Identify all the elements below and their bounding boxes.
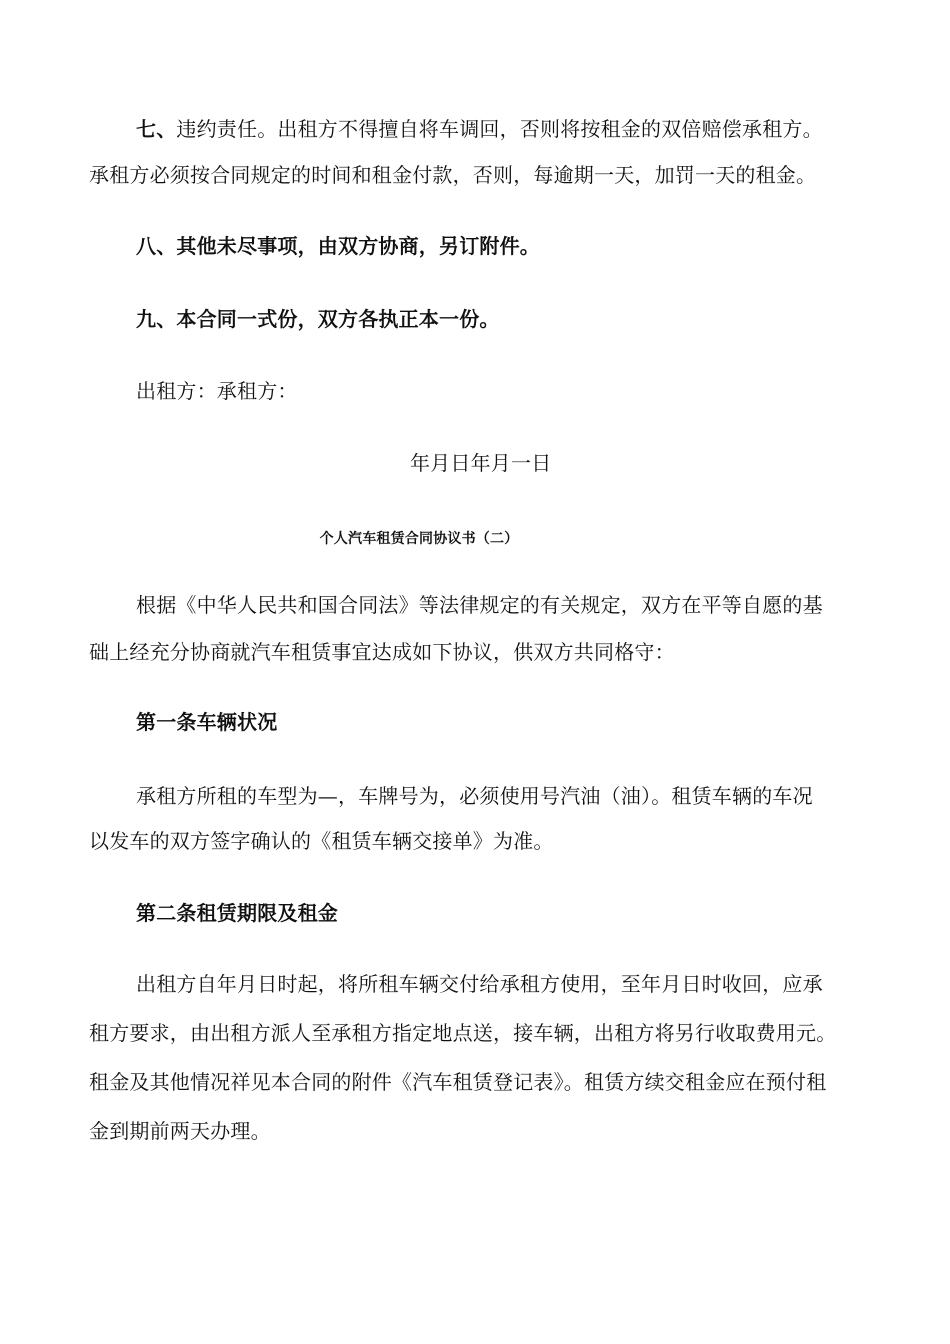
signature-line: 出租方：承租方：: [136, 379, 298, 403]
article-2-line-3: 租金及其他情况祥见本合同的附件《汽车租赁登记表》。租赁方续交租金应在预付租: [89, 1070, 827, 1094]
clause-7-line-2: 承租方必须按合同规定的时间和租金付款，否则，每逾期一天，加罚一天的租金。: [89, 163, 817, 187]
clause-8: 八、其他未尽事项，由双方协商，另订附件。: [136, 234, 540, 258]
clause-7-text: 违约责任。出租方不得擅自将车调回，否则将按租金的双倍赔偿承租方。: [176, 117, 823, 141]
article-1-line-2: 以发车的双方签字确认的《租赁车辆交接单》为准。: [89, 829, 554, 853]
article-1-line-1: 承租方所租的车型为—，车牌号为，必须使用号汽油（油）。租赁车辆的车况: [136, 784, 813, 808]
article-2-line-4: 金到期前两天办理。: [89, 1119, 271, 1143]
clause-9: 九、本合同一式份，双方各执正本一份。: [136, 307, 500, 331]
article-2-line-1: 出租方自年月日时起，将所租车辆交付给承租方使用，至年月日时收回，应承: [136, 972, 823, 996]
document-subtitle: 个人汽车租赁合同协议书（二）: [319, 531, 519, 547]
intro-line-2: 础上经充分协商就汽车租赁事宜达成如下协议，供双方共同格守：: [89, 640, 675, 664]
intro-line-1: 根据《中华人民共和国合同法》等法律规定的有关规定，双方在平等自愿的基: [136, 593, 823, 617]
article-2-line-2: 租方要求，由出租方派人至承租方指定地点送，接车辆，出租方将另行收取费用元。: [89, 1021, 837, 1045]
clause-7-line-1: [136, 117, 823, 141]
date-line: 年月日年月一日: [410, 451, 552, 475]
article-1-heading: 第一条车辆状况: [136, 710, 278, 734]
clause-7-number: 七、: [136, 117, 177, 141]
article-2-heading: 第二条租赁期限及租金: [136, 901, 338, 925]
